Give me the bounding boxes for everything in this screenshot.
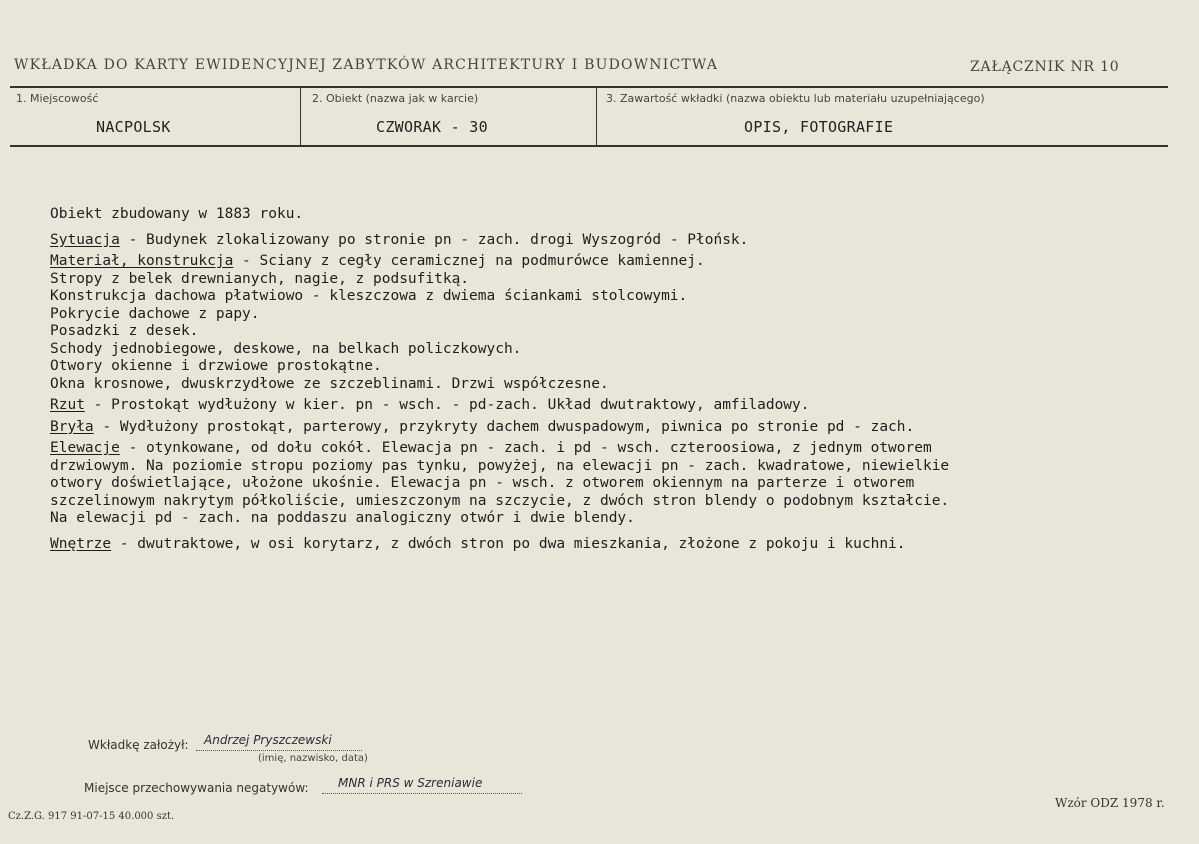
field-value-locality: NACPOLSK xyxy=(96,118,171,136)
interior-text: - dwutraktowe, w osi korytarz, z dwóch stron po dwa mieszkania, złożone z pokoju i kuchni. xyxy=(111,535,906,552)
mass-text: - Wydłużony prostokąt, parterowy, przykryty dachem dwuspadowym, piwnica po stronie pd - zach. xyxy=(93,418,915,435)
description-text xyxy=(50,206,1160,553)
plan-heading: Rzut xyxy=(50,397,85,413)
field-label-object: 2. Obiekt (nazwa jak w karcie) xyxy=(312,92,479,105)
material-line: Posadzki z desek. xyxy=(50,323,199,339)
field-label-locality: 1. Miejscowość xyxy=(16,92,99,105)
field-value-object: CZWORAK - 30 xyxy=(376,118,488,136)
plan-paragraph xyxy=(50,397,1160,415)
print-code: Cz.Z.G. 917 91-07-15 40.000 szt. xyxy=(8,811,175,822)
elevations-line: Na elewacji pd - zach. na poddaszu analogiczny otwór i dwie blendy. xyxy=(50,510,635,526)
interior-paragraph xyxy=(50,536,1160,554)
storage-line xyxy=(322,793,522,794)
material-text: - Sciany z cegły ceramicznej na podmurówce kamiennej. xyxy=(233,253,705,269)
plan-text: - Prostokąt wydłużony w kier. pn - wsch. - pd-zach. Układ dwutraktowy, amfiladowy. xyxy=(84,397,810,413)
situation-paragraph xyxy=(50,232,1160,250)
founder-line xyxy=(196,750,362,751)
material-line: Otwory okienne i drzwiowe prostokątne. xyxy=(50,358,382,374)
interior-heading: Wnętrze xyxy=(50,535,112,552)
material-heading: Materiał, konstrukcja xyxy=(50,253,234,269)
material-line: Stropy z belek drewnianych, nagie, z podsufitką. xyxy=(50,270,470,287)
founder-label: Wkładkę założył: xyxy=(88,738,189,752)
elevations-line: drzwiowym. Na poziomie stropu poziomy pas tynku, powyżej, na elewacji pn - zach. kwadratowe, niewielkie xyxy=(50,457,950,474)
material-line: Konstrukcja dachowa płatwiowo - kleszczowa z dwiema ściankami stolcowymi. xyxy=(50,288,688,304)
elevations-text: - otynkowane, od dołu cokół. Elewacja pn - zach. i pd - wsch. czteroosiowa, z jednym otworem xyxy=(119,440,932,456)
intro-line: Obiekt zbudowany w 1883 roku. xyxy=(50,206,304,222)
form-title: WKŁADKA DO KARTY EWIDENCYJNEJ ZABYTKÓW ARCHITEKTURY I BUDOWNICTWA xyxy=(14,57,719,73)
mass-heading: Bryła xyxy=(50,418,94,435)
storage-value: MNR i PRS w Szreniawie xyxy=(338,776,483,790)
field-divider-2 xyxy=(596,87,597,145)
form-template-note: Wzór ODZ 1978 r. xyxy=(1055,796,1165,810)
field-value-contents: OPIS, FOTOGRAFIE xyxy=(744,118,894,136)
header-top-rule xyxy=(10,86,1168,88)
founder-signature: Andrzej Pryszczewski xyxy=(204,733,332,747)
material-line: Pokrycie dachowe z papy. xyxy=(50,305,260,322)
elevations-paragraph xyxy=(50,440,1160,458)
elevations-line: szczelinowym nakrytym półkoliście, umieszczonym na szczycie, z dwóch stron blendy o podobnym kształcie. xyxy=(50,492,950,509)
elevations-heading: Elewacje xyxy=(50,440,120,456)
material-line: Okna krosnowe, dwuskrzydłowe ze szczeblinami. Drzwi współczesne. xyxy=(50,375,609,392)
material-paragraph xyxy=(50,253,1160,271)
mass-paragraph xyxy=(50,419,1160,437)
field-label-contents: 3. Zawartość wkładki (nazwa obiektu lub materiału uzupełniającego) xyxy=(606,92,985,105)
header-bottom-rule xyxy=(10,145,1168,147)
annex-number: ZAŁĄCZNIK NR 10 xyxy=(970,59,1120,75)
founder-hint: (imię, nazwisko, data) xyxy=(258,753,368,764)
field-divider-1 xyxy=(300,87,301,145)
elevations-line: otwory doświetlające, ułożone ukośnie. Elewacja pn - wsch. z otworem okiennym na parterze i otworem xyxy=(50,475,915,491)
material-line: Schody jednobiegowe, deskowe, na belkach policzkowych. xyxy=(50,340,522,357)
situation-heading: Sytuacja xyxy=(50,231,120,248)
storage-label: Miejsce przechowywania negatywów: xyxy=(84,781,309,795)
situation-text: - Budynek zlokalizowany po stronie pn - zach. drogi Wyszogród - Płońsk. xyxy=(119,231,749,248)
